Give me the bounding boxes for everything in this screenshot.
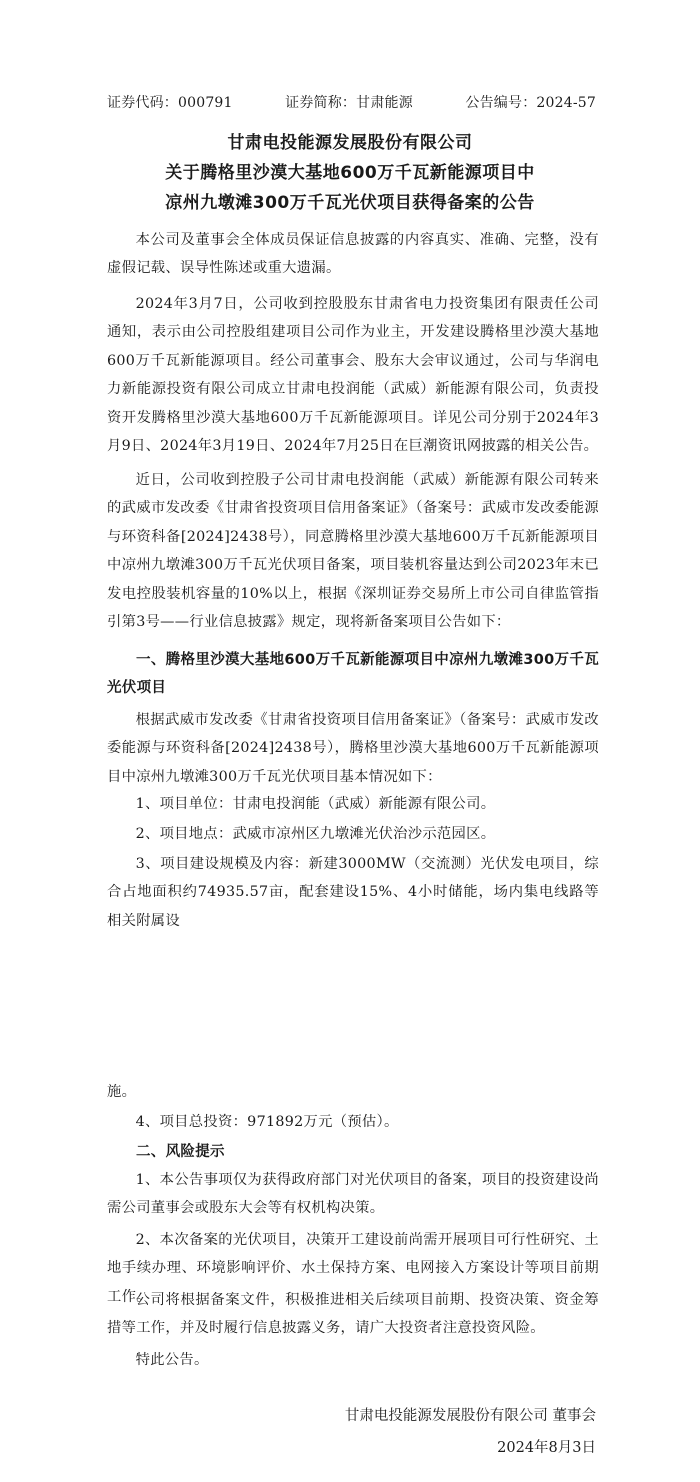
stock-code: 证券代码：000791 bbox=[107, 95, 233, 111]
item-project-unit: 1、项目单位：甘肃电投润能（武威）新能源有限公司。 bbox=[135, 796, 496, 812]
header-line bbox=[107, 92, 596, 112]
signature-date: 2024年8月3日 bbox=[497, 1440, 596, 1456]
paragraph-background: 2024年3月7日，公司收到控股股东甘肃省电力投资集团有限责任公司通知，表示由公司控股组建项目公司作为业主，开发建设腾格里沙漠大基地600万千瓦新能源项目。经公司董事会、股东大会审议通过，公司与华润电力新能源投资有限公司成立甘肃电投润能（武威）新能源有限公司，负责投资开发腾格里沙漠大基地600万千瓦新能源项目。详见公司分别于2024年3月9日、2024年3月19日、2024年7月25日在巨潮资讯网披露的相关公告。 bbox=[107, 296, 599, 455]
stock-short-name: 证券简称：甘肃能源 bbox=[285, 95, 413, 111]
item-total-investment: 4、项目总投资：971892万元（预估）。 bbox=[135, 1114, 399, 1130]
title-line-1: 甘肃电投能源发展股份有限公司 bbox=[227, 133, 473, 153]
item-project-scale-continued: 施。 bbox=[107, 1084, 137, 1100]
title-line-2: 关于腾格里沙漠大基地600万千瓦新能源项目中 bbox=[165, 163, 535, 183]
title-line-3: 凉州九墩滩300万千瓦光伏项目获得备案的公告 bbox=[165, 193, 535, 213]
item-project-location: 2、项目地点：武威市凉州区九墩滩光伏治沙示范园区。 bbox=[135, 826, 496, 842]
section-1-heading: 一、腾格里沙漠大基地600万千瓦新能源项目中凉州九墩滩300万千瓦光伏项目 bbox=[107, 652, 599, 697]
risk-item-2: 2、本次备案的光伏项目，决策开工建设前尚需开展项目可行性研究、土地手续办理、环境影响评价、水土保持方案、电网接入方案设计等项目前期工作。 bbox=[107, 1232, 599, 1305]
paragraph-filing-received: 近日，公司收到控股子公司甘肃电投润能（武威）新能源有限公司转来的武威市发改委《甘肃省投资项目信用备案证》（备案号：武威市发改委能源与环资科备[2024]2438号），同意腾格里沙漠大基地600万千瓦新能源项目中凉州九墩滩300万千瓦光伏项目备案，项目装机容量达到公司2023年末已发电控股装机容量的10%以上，根据《深圳证券交易所上市公司自律监管指引第3号——行业信息披露》规定，现将新备案项目公告如下： bbox=[107, 472, 599, 631]
announcement-title bbox=[0, 128, 700, 218]
special-note: 特此公告。 bbox=[135, 1352, 209, 1368]
closing-paragraph: 公司将根据备案文件，积极推进相关后续项目前期、投资决策、资金筹措等工作，并及时履行信息披露义务，请广大投资者注意投资风险。 bbox=[107, 1292, 599, 1337]
item-project-scale: 3、项目建设规模及内容：新建3000MW（交流测）光伏发电项目，综合占地面积约74935.57亩，配套建设15%、4小时储能，场内集电线路等相关附属设 bbox=[107, 856, 599, 929]
section-2-heading: 二、风险提示 bbox=[136, 1144, 225, 1160]
risk-item-1: 1、本公告事项仅为获得政府部门对光伏项目的备案，项目的投资建设尚需公司董事会或股东大会等有权机构决策。 bbox=[107, 1172, 599, 1217]
section-1-intro: 根据武威市发改委《甘肃省投资项目信用备案证》（备案号：武威市发改委能源与环资科备[2024]2438号），腾格里沙漠大基地600万千瓦新能源项目中凉州九墩滩300万千瓦光伏项目基本情况如下： bbox=[107, 712, 599, 785]
signature-company: 甘肃电投能源发展股份有限公司 董事会 bbox=[344, 1408, 596, 1424]
board-statement: 本公司及董事会全体成员保证信息披露的内容真实、准确、完整，没有虚假记载、误导性陈述或重大遗漏。 bbox=[107, 232, 599, 277]
notice-number: 公告编号：2024-57 bbox=[465, 95, 596, 111]
